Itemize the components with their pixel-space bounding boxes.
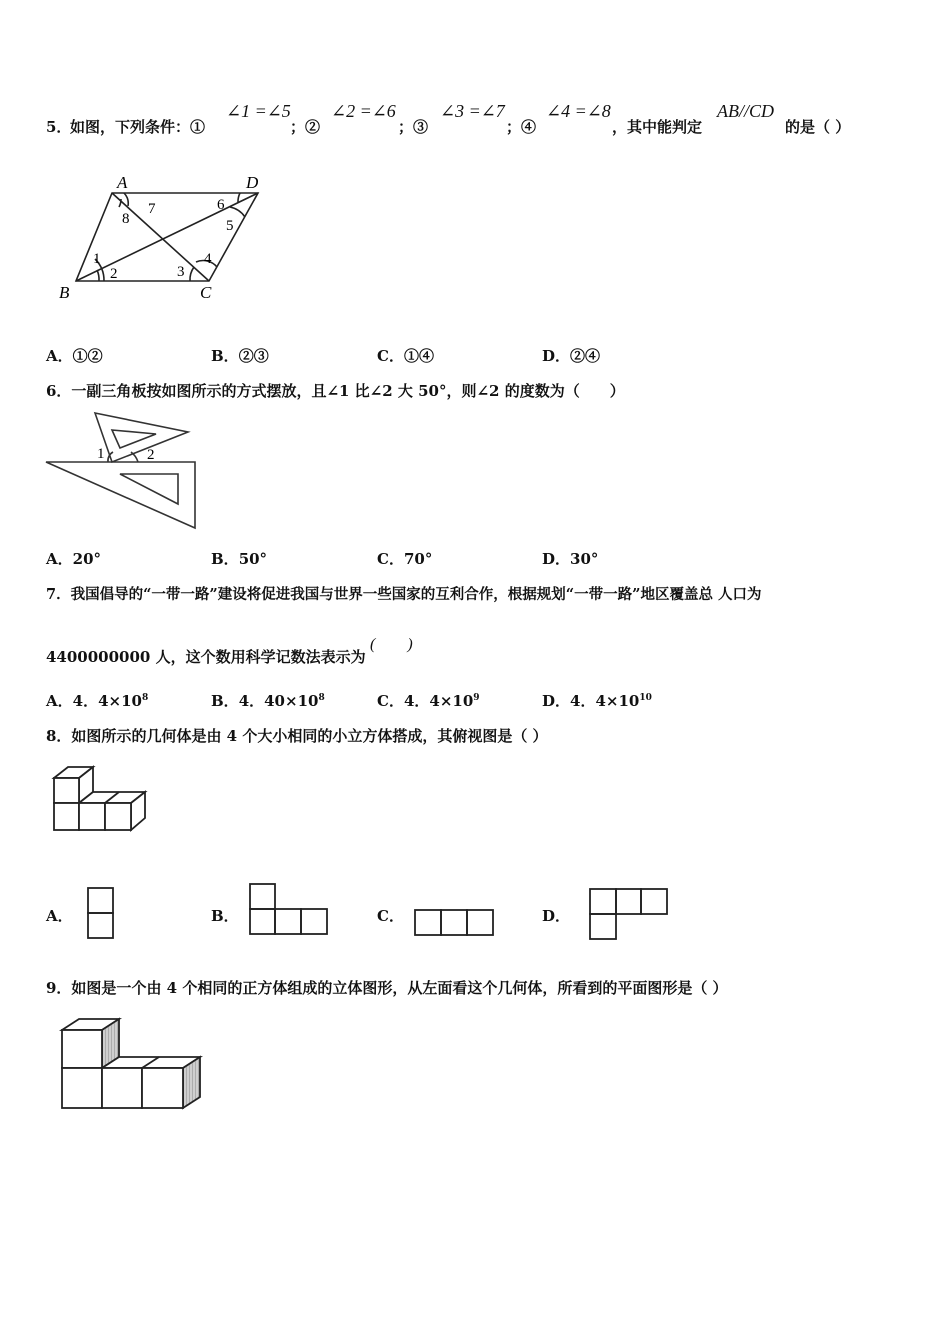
q5-sep2: ；② <box>290 118 321 136</box>
q5-mid: ，其中能判定 <box>612 118 703 136</box>
q7-stem-line1: 7．我国倡导的“一带一路”建设将促进我国与世界一些国家的互利合作，根据规划“一带一路”地区覆盖总 人口为 <box>46 586 762 603</box>
q5-suffix: 的是（ ） <box>785 118 851 136</box>
q5-angle-8: 8 <box>122 211 130 227</box>
q5-sep4: ；④ <box>506 118 537 136</box>
q7-bracket: ( ) <box>370 636 413 653</box>
q5-sep3: ；③ <box>398 118 429 136</box>
q5-target: AB//CD <box>717 101 774 121</box>
q5-angle-6: 6 <box>217 197 225 213</box>
q7-option-d[interactable]: D．4．$4\times 10^{10}$ <box>542 692 652 710</box>
q5-option-b[interactable]: B．②③ <box>211 347 269 365</box>
q5-option-a[interactable]: A．①② <box>46 347 103 365</box>
q6-stem: 6．一副三角板按如图所示的方式摆放，且∠1 比∠2 大 50°，则∠2 的度数为（ ） <box>46 382 625 400</box>
q6-angle-2: 2 <box>147 447 155 463</box>
q5-angle-7: 7 <box>148 201 156 217</box>
q5-prefix: 如图，下列条件：① <box>70 118 206 136</box>
q9-stem: 9．如图是一个由 4 个相同的正方体组成的立体图形，从左面看这个几何体，所看到的平面图形是（ ） <box>46 979 728 997</box>
q5-angle-5: 5 <box>226 218 234 234</box>
q6-angle-1: 1 <box>97 446 105 462</box>
q7-option-b[interactable]: B．4．$40\times 10^8$ <box>211 692 325 710</box>
q5-angle-3: 3 <box>177 264 185 280</box>
q5-option-c[interactable]: C．①④ <box>377 347 434 365</box>
q7-option-c[interactable]: C．4．$4\times 10^9$ <box>377 692 480 710</box>
q6-option-a[interactable]: A．20° <box>46 550 102 568</box>
q5-cond3: ∠3 =∠7 <box>440 101 505 121</box>
q5-vertex-c: C <box>200 283 212 302</box>
q5-number: 5． <box>46 118 72 136</box>
q8-stem: 8．如图所示的几何体是由 4 个大小相同的小立方体搭成，其俯视图是（ ） <box>46 727 548 745</box>
q5-angle-1: 1 <box>93 251 101 267</box>
q7-stem-line2: 4400000000 人，这个数用科学记数法表示为 <box>46 648 366 666</box>
q8-option-c[interactable]: C． <box>377 907 404 925</box>
q8-option-a[interactable]: A． <box>46 907 73 925</box>
q5-option-d[interactable]: D．②④ <box>542 347 601 365</box>
q5-angle-4: 4 <box>204 251 212 267</box>
q5-vertex-b: B <box>59 283 70 302</box>
q8-option-d[interactable]: D． <box>542 907 571 925</box>
q5-vertex-a: A <box>117 173 128 192</box>
q5-cond4: ∠4 =∠8 <box>546 101 611 121</box>
q5-cond2: ∠2 =∠6 <box>331 101 396 121</box>
q5-vertex-d: D <box>246 173 259 192</box>
q6-option-b[interactable]: B．50° <box>211 550 268 568</box>
q6-option-d[interactable]: D．30° <box>542 550 599 568</box>
q5-cond1: ∠1 =∠5 <box>226 101 291 121</box>
q7-option-a[interactable]: A．4．$4\times 10^8$ <box>46 692 149 710</box>
q8-option-b[interactable]: B． <box>211 907 239 925</box>
q5-angle-2: 2 <box>110 266 118 282</box>
q6-option-c[interactable]: C．70° <box>377 550 433 568</box>
